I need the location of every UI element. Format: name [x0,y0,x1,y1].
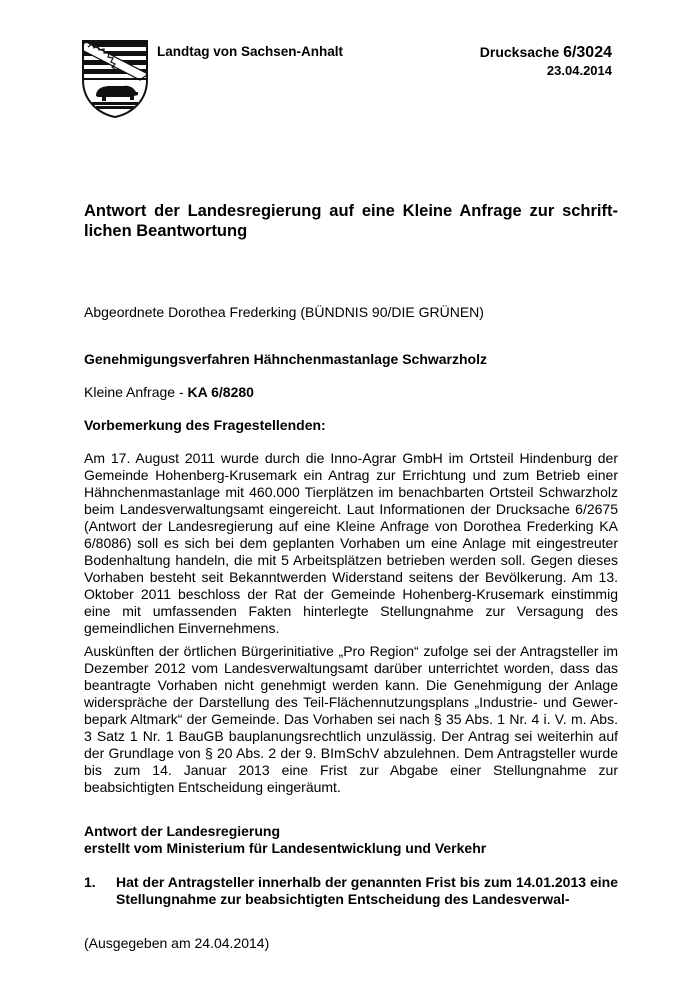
answer-heading [84,823,486,857]
inquiry-label: Kleine Anfrage - [84,384,188,400]
question-1-number: 1. [84,874,96,890]
issued-date-footer: (Ausgegeben am 24.04.2014) [84,935,270,951]
preliminary-paragraph-1: Am 17. August 2011 wurde durch die Inno-Agrar GmbH im Ortsteil Hindenburg der Gemeinde Hohenberg-Krusemark ein Antrag zur Errichtung und zum Betrieb einer Hähnchenmastanlage mit 460.000 Tierplätzen im benachbarten Ortsteil Schwarzholz beim Landesverwaltungsamt eingereicht. Laut Informationen der Drucksache 6/2675 (Antwort der Landesregierung auf eine Kleine Anfrage von Dorothea Frederking KA 6/8086) soll es sich bei dem geplanten Vorhaben um eine Anlage mit eingestreuter Bodenhaltung handeln, die mit 5 Arbeitsplätzen betrieben werden soll. Gegen dieses Vorhaben besteht seit Bekanntwerden Widerstand seitens der Bevölkerung. Am 13. Oktober 2011 beschloss der Rat der Gemeinde Hohenberg-Krusemark einstimmig eine mit umfassenden Fakten hinterlegte Stellungnahme zur Versagung des gemeindlichen Einvernehmens. [84,450,618,636]
preliminary-paragraph-2: Auskünften der örtlichen Bürgerinitiative „Pro Region“ zufolge sei der Antragsteller im Dezember 2012 vom Landesverwaltungsamt darüber unterrichtet worden, dass das beantragte Vorhaben nicht genehmigt werden kann. Die Genehmigung der Anlage widerspräche der Darstellung des Teil-Flächennutzungsplans „Industrie- und Gewerbepark Altmark“ der Gemeinde. Das Vorhaben sei nach § 35 Abs. 1 Nr. 4 i. V. m. Abs. 3 Satz 1 Nr. 1 BauGB bauplanungsrechtlich unzulässig. Der Antrag sei weiterhin auf der Grundlage von § 20 Abs. 2 der 9. BImSchV abzulehnen. Dem Antragsteller wurde bis zum 14. Januar 2013 eine Frist zur Abgabe einer Stellungnahme zur beabsichtigten Entscheidung eingeräumt. [84,643,618,795]
subject-heading: Genehmigungsverfahren Hähnchenmastanlage Schwarzholz [84,351,487,367]
inquiry-number: KA 6/8280 [187,384,254,400]
drucksache-label: Drucksache [479,44,560,60]
preliminary-heading: Vorbemerkung des Fragestellenden: [84,417,326,433]
drucksache-block [480,44,612,78]
answer-line-1: Antwort der Landesregierung [84,823,281,839]
document-title: Antwort der Landesregierung auf eine Kleine Anfrage zur schriftlichen Beantwortung [84,202,618,240]
inquiry-line [84,384,254,401]
deputy-line: Abgeordnete Dorothea Frederking (BÜNDNIS 90/DIE GRÜNEN) [84,304,484,320]
coat-of-arms-icon [82,40,148,118]
drucksache-number: 6/3024 [563,44,612,61]
document-date: 23.04.2014 [546,63,612,78]
parliament-name: Landtag von Sachsen-Anhalt [157,44,344,59]
answer-line-2: erstellt vom Ministerium für Landesentwicklung und Verkehr [84,840,487,856]
question-1-text: Hat der Antragsteller innerhalb der genannten Frist bis zum 14.01.2013 eine Stellungnahme zur beabsichtigten Entscheidung des Landesverwal- [116,874,618,907]
